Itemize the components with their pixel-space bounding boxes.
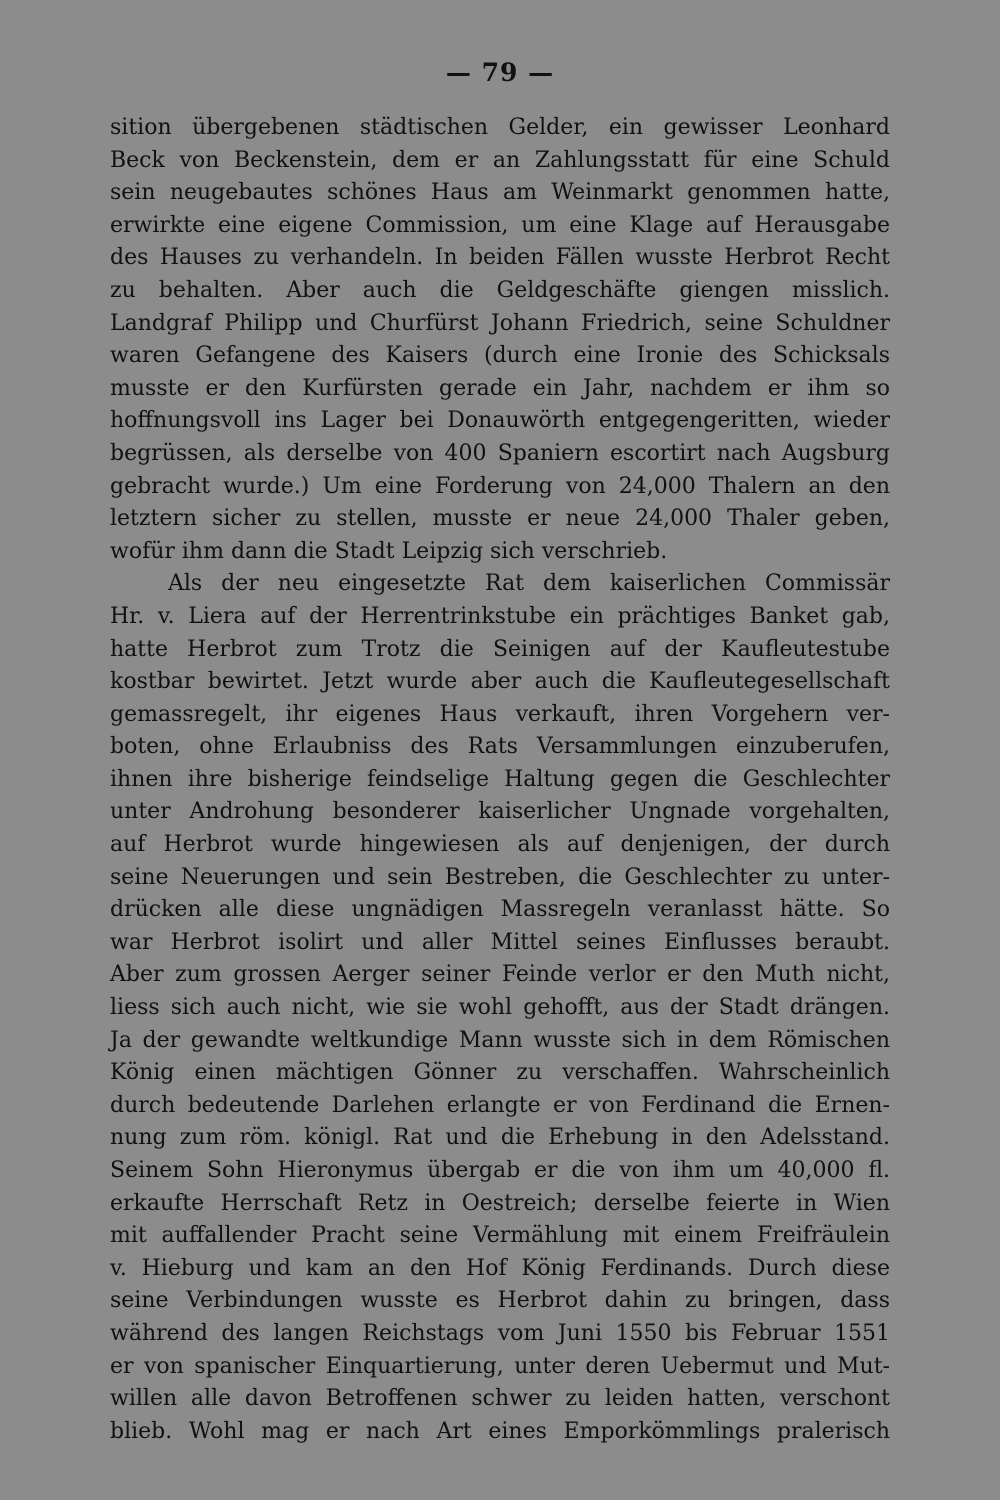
text-line: des Hauses zu verhandeln. In beiden Fällen wusste Herbrot Recht [110, 245, 890, 271]
text-line: zu behalten. Aber auch die Geldgeschäfte giengen misslich. [110, 277, 890, 303]
text-line: sition übergebenen städtischen Gelder, ein gewisser Leonhard [110, 115, 890, 140]
text-line: durch bedeutende Darlehen erlangte er von Ferdinand die Ernen- [110, 1092, 890, 1118]
text-line: erkaufte Herrschaft Retz in Oestreich; derselbe feierte in Wien [110, 1190, 890, 1216]
text-line: Hr. v. Liera auf der Herrentrinkstube ein prächtiges Banket gab, [110, 603, 890, 629]
text-line: ihnen ihre bisherige feindselige Haltung gegen die Geschlechter [110, 766, 890, 792]
text-line: gemassregelt, ihr eigenes Haus verkauft, ihren Vorgehern ver- [110, 701, 890, 727]
text-line: drücken alle diese ungnädigen Massregeln veranlasst hätte. So [110, 897, 890, 923]
body-text [110, 112, 890, 1448]
text-line: Ja der gewandte weltkundige Mann wusste sich in dem Römischen [110, 1027, 890, 1053]
text-line: er von spanischer Einquartierung, unter deren Uebermut und Mut- [110, 1353, 890, 1379]
text-line: v. Hieburg und kam an den Hof König Ferdinands. Durch diese [110, 1255, 890, 1281]
text-line: kostbar bewirtet. Jetzt wurde aber auch die Kaufleutegesellschaft [110, 669, 890, 695]
text-line: erwirkte eine eigene Commission, um eine Klage auf Herausgabe [110, 212, 890, 238]
text-line: während des langen Reichstags vom Juni 1550 bis Februar 1551 [110, 1320, 890, 1346]
text-line: nung zum röm. königl. Rat und die Erhebung in den Adelsstand. [110, 1125, 890, 1151]
text-line: war Herbrot isolirt und aller Mittel seines Einflusses beraubt. [110, 929, 890, 955]
text-line: boten, ohne Erlaubniss des Rats Versammlungen einzuberufen, [110, 734, 890, 760]
text-line: Landgraf Philipp und Churfürst Johann Friedrich, seine Schuldner [110, 310, 890, 336]
text-line: seine Neuerungen und sein Bestreben, die Geschlechter zu unter- [110, 864, 890, 890]
text-line: unter Androhung besonderer kaiserlicher Ungnade vorgehalten, [110, 799, 890, 825]
text-line: mit auffallender Pracht seine Vermählung mit einem Freifräulein [110, 1223, 890, 1249]
text-line: sein neugebautes schönes Haus am Weinmarkt genommen hatte, [110, 180, 890, 206]
text-line: waren Gefangene des Kaisers (durch eine Ironie des Schicksals [110, 343, 890, 369]
text-line: blieb. Wohl mag er nach Art eines Emporkömmlings pralerisch [110, 1418, 890, 1444]
text-line: hoffnungsvoll ins Lager bei Donauwörth entgegengeritten, wieder [110, 408, 890, 434]
text-line: König einen mächtigen Gönner zu verschaffen. Wahrscheinlich [110, 1060, 890, 1086]
text-line: letztern sicher zu stellen, musste er neue 24,000 Thaler geben, [110, 506, 890, 532]
text-line: liess sich auch nicht, wie sie wohl gehofft, aus der Stadt drängen. [110, 995, 890, 1021]
paragraph-end-line: wofür ihm dann die Stadt Leipzig sich verschrieb. [110, 538, 668, 564]
text-line: gebracht wurde.) Um eine Forderung von 24,000 Thalern an den [110, 473, 890, 499]
text-line: Beck von Beckenstein, dem er an Zahlungsstatt für eine Schuld [110, 147, 890, 173]
text-line: hatte Herbrot zum Trotz die Seinigen auf der Kaufleutestube [110, 636, 890, 662]
paragraph-start-line: Als der neu eingesetzte Rat dem kaiserlichen Commissär [168, 571, 890, 597]
text-line: Seinem Sohn Hieronymus übergab er die von ihm um 40,000 fl. [110, 1158, 890, 1183]
text-line: begrüssen, als derselbe von 400 Spaniern escortirt nach Augsburg [110, 440, 890, 466]
text-line: willen alle davon Betroffenen schwer zu leiden hatten, verschont [110, 1386, 890, 1412]
text-line: Aber zum grossen Aerger seiner Feinde verlor er den Muth nicht, [110, 962, 890, 988]
text-line: musste er den Kurfürsten gerade ein Jahr, nachdem er ihm so [110, 375, 890, 401]
text-line: seine Verbindungen wusste es Herbrot dahin zu bringen, dass [110, 1288, 890, 1314]
text-line: auf Herbrot wurde hingewiesen als auf denjenigen, der durch [110, 832, 890, 858]
page-number: — 79 — [445, 58, 555, 87]
